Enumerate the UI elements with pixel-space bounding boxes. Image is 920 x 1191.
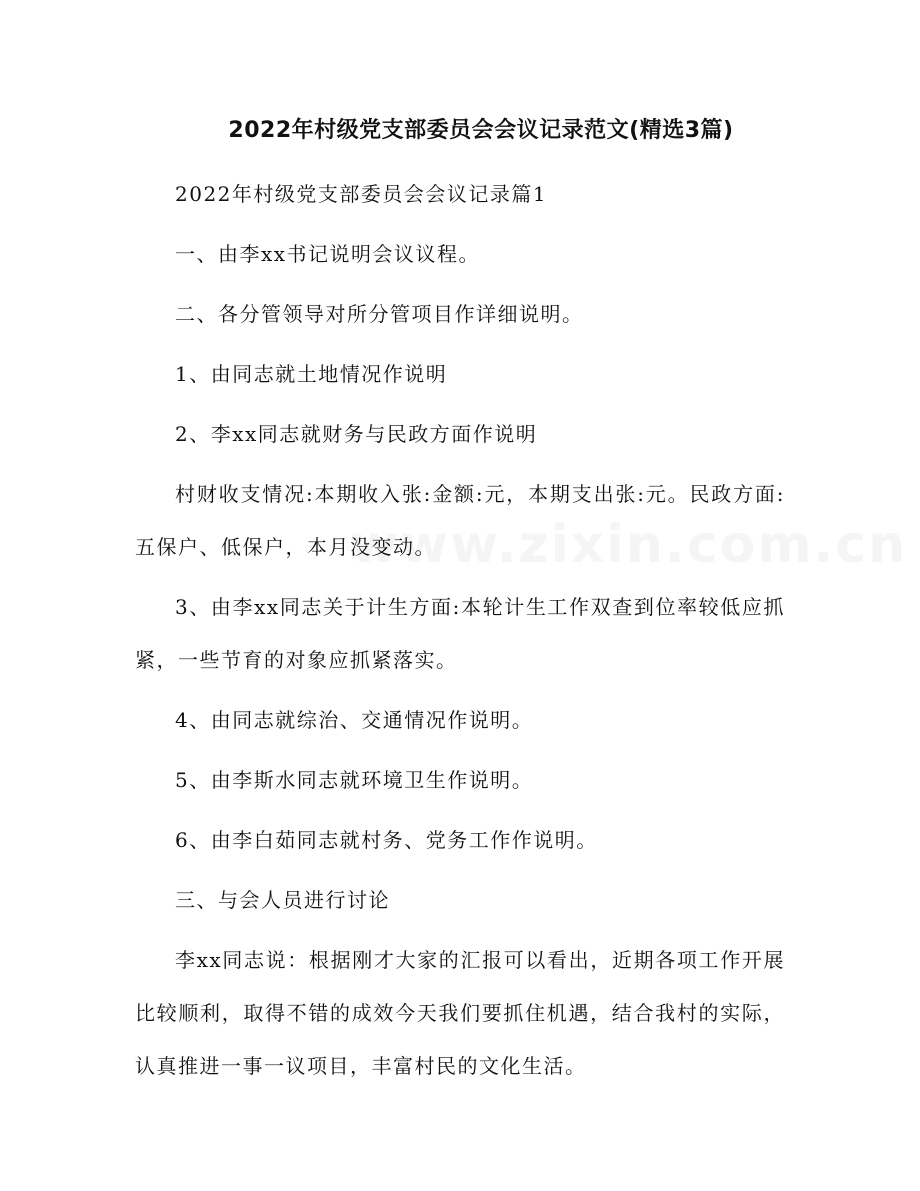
sub-item-3: 3、由李xx同志关于计生方面:本轮计生工作双查到位率较低应抓紧，一些节育的对象应抓紧落实。 [135,595,785,672]
sub-item-5: 5、由李斯水同志就环境卫生作说明。 [175,768,534,792]
discussion-paragraph: 李xx同志说：根据刚才大家的汇报可以看出，近期各项工作开展比较顺利，取得不错的成效今天我们要抓住机遇，结合我村的实际，认真推进一事一议项目，丰富村民的文化生活。 [135,948,785,1078]
agenda-item-1: 一、由李xx书记说明会议议程。 [175,242,481,266]
agenda-item-3: 三、与会人员进行讨论 [175,888,390,912]
finance-paragraph: 村财收支情况:本期收入张:金额:元，本期支出张:元。民政方面:五保户、低保户，本月没变动。 [135,482,785,559]
document-body [135,168,785,1100]
document-title: 2022年村级党支部委员会会议记录范文(精选3篇) [228,118,734,143]
section-heading: 2022年村级党支部委员会会议记录篇1 [175,182,548,206]
sub-item-4: 4、由同志就综治、交通情况作说明。 [175,708,534,732]
sub-item-6: 6、由李白茹同志就村务、党务工作作说明。 [175,828,598,852]
sub-item-2: 2、李xx同志就财务与民政方面作说明 [175,422,538,446]
agenda-item-2: 二、各分管领导对所分管项目作详细说明。 [175,302,584,326]
sub-item-1: 1、由同志就土地情况作说明 [175,362,448,386]
watermark: www.zixin.com.cn [350,515,908,575]
